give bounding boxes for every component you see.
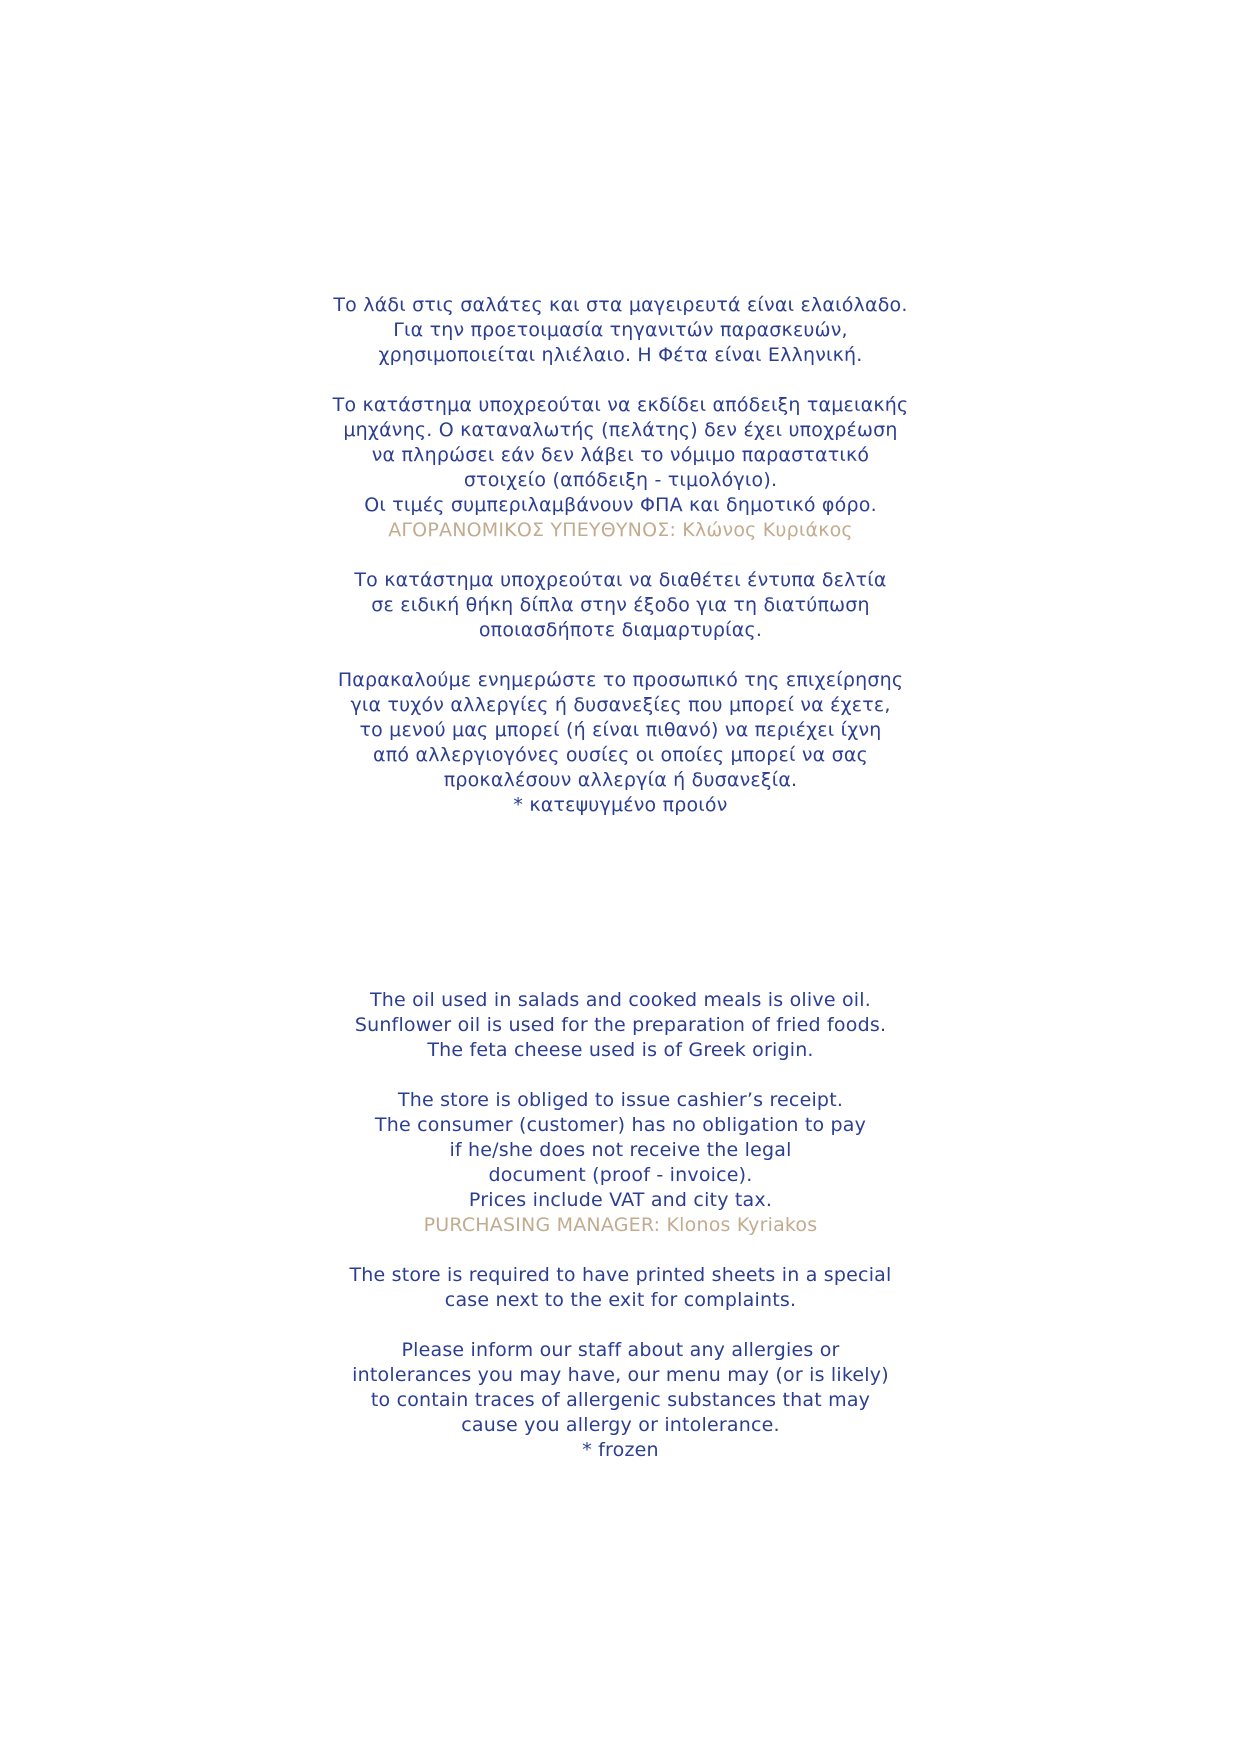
greek-oil-line: Το λάδι στις σαλάτες και στα μαγειρευτά είναι ελαιόλαδο. <box>333 294 908 316</box>
greek-receipt-line: να πληρώσει εάν δεν λάβει το νόμιμο παραστατικό <box>371 444 870 466</box>
greek-allergy-line: για τυχόν αλλεργίες ή δυσανεξίες που μπορεί να έχετε, <box>350 694 891 716</box>
greek-oil-line: χρησιμοποιείται ηλιέλαιο. Η Φέτα είναι Ελληνική. <box>378 344 863 366</box>
greek-receipt-line: μηχάνης. Ο καταναλωτής (πελάτης) δεν έχει υποχρέωση <box>343 419 898 441</box>
english-oil-line: The feta cheese used is of Greek origin. <box>427 1039 814 1061</box>
greek-complaints-line: Το κατάστημα υποχρεούται να διαθέτει έντυπα δελτία <box>354 569 887 591</box>
greek-receipt-line: Οι τιμές συμπεριλαμβάνουν ΦΠΑ και δημοτικό φόρο. <box>364 494 877 516</box>
greek-allergy-line: από αλλεργιογόνες ουσίες οι οποίες μπορεί να σας <box>373 744 868 766</box>
english-oil-line: Sunflower oil is used for the preparation of fried foods. <box>354 1014 887 1036</box>
english-complaints-line: case next to the exit for complaints. <box>444 1289 797 1311</box>
english-allergy-line: intolerances you may have, our menu may (or is likely) <box>352 1364 889 1386</box>
greek-receipt-line: Το κατάστημα υποχρεούται να εκδίδει απόδειξη ταμειακής <box>332 394 909 416</box>
paragraph-gap <box>0 1313 1241 1338</box>
english-allergy-line: cause you allergy or intolerance. <box>461 1414 780 1436</box>
english-oil-line: The oil used in salads and cooked meals is olive oil. <box>369 989 871 1011</box>
english-complaints-line: The store is required to have printed sheets in a special <box>349 1264 892 1286</box>
greek-frozen-note: * κατεψυγμένο προιόν <box>513 794 728 816</box>
greek-complaints-line: σε ειδική θήκη δίπλα στην έξοδο για τη διατύπωση <box>371 594 870 616</box>
paragraph-gap <box>0 1063 1241 1088</box>
greek-receipt-line: στοιχείο (απόδειξη - τιμολόγιο). <box>463 469 778 491</box>
english-receipt-line: The consumer (customer) has no obligation to pay <box>374 1114 867 1136</box>
greek-allergy-line: προκαλέσουν αλλεργία ή δυσανεξία. <box>443 769 798 791</box>
english-notice <box>0 988 1241 1463</box>
paragraph-gap <box>0 368 1241 393</box>
english-receipt-line: The store is obliged to issue cashier’s receipt. <box>397 1089 844 1111</box>
english-manager-line: PURCHASING MANAGER: Klonos Kyriakos <box>423 1214 818 1236</box>
english-frozen-note: * frozen <box>582 1439 659 1461</box>
english-allergy-line: Please inform our staff about any allergies or <box>401 1339 840 1361</box>
greek-notice <box>0 293 1241 818</box>
english-receipt-line: document (proof - invoice). <box>488 1164 753 1186</box>
greek-oil-line: Για την προετοιμασία τηγανιτών παρασκευών, <box>393 319 848 341</box>
greek-allergy-line: το μενού μας μπορεί (ή είναι πιθανό) να περιέχει ίχνη <box>359 719 882 741</box>
english-receipt-line: Prices include VAT and city tax. <box>468 1189 773 1211</box>
paragraph-gap <box>0 543 1241 568</box>
english-receipt-line: if he/she does not receive the legal <box>449 1139 792 1161</box>
greek-manager-line: ΑΓΟΡΑΝΟΜΙΚΟΣ ΥΠΕΥΘΥΝΟΣ: Κλώνος Κυριάκος <box>388 519 853 541</box>
paragraph-gap <box>0 1238 1241 1263</box>
english-allergy-line: to contain traces of allergenic substances that may <box>370 1389 871 1411</box>
paragraph-gap <box>0 643 1241 668</box>
greek-complaints-line: οποιασδήποτε διαμαρτυρίας. <box>478 619 763 641</box>
greek-allergy-line: Παρακαλούμε ενημερώστε το προσωπικό της επιχείρησης <box>337 669 904 691</box>
